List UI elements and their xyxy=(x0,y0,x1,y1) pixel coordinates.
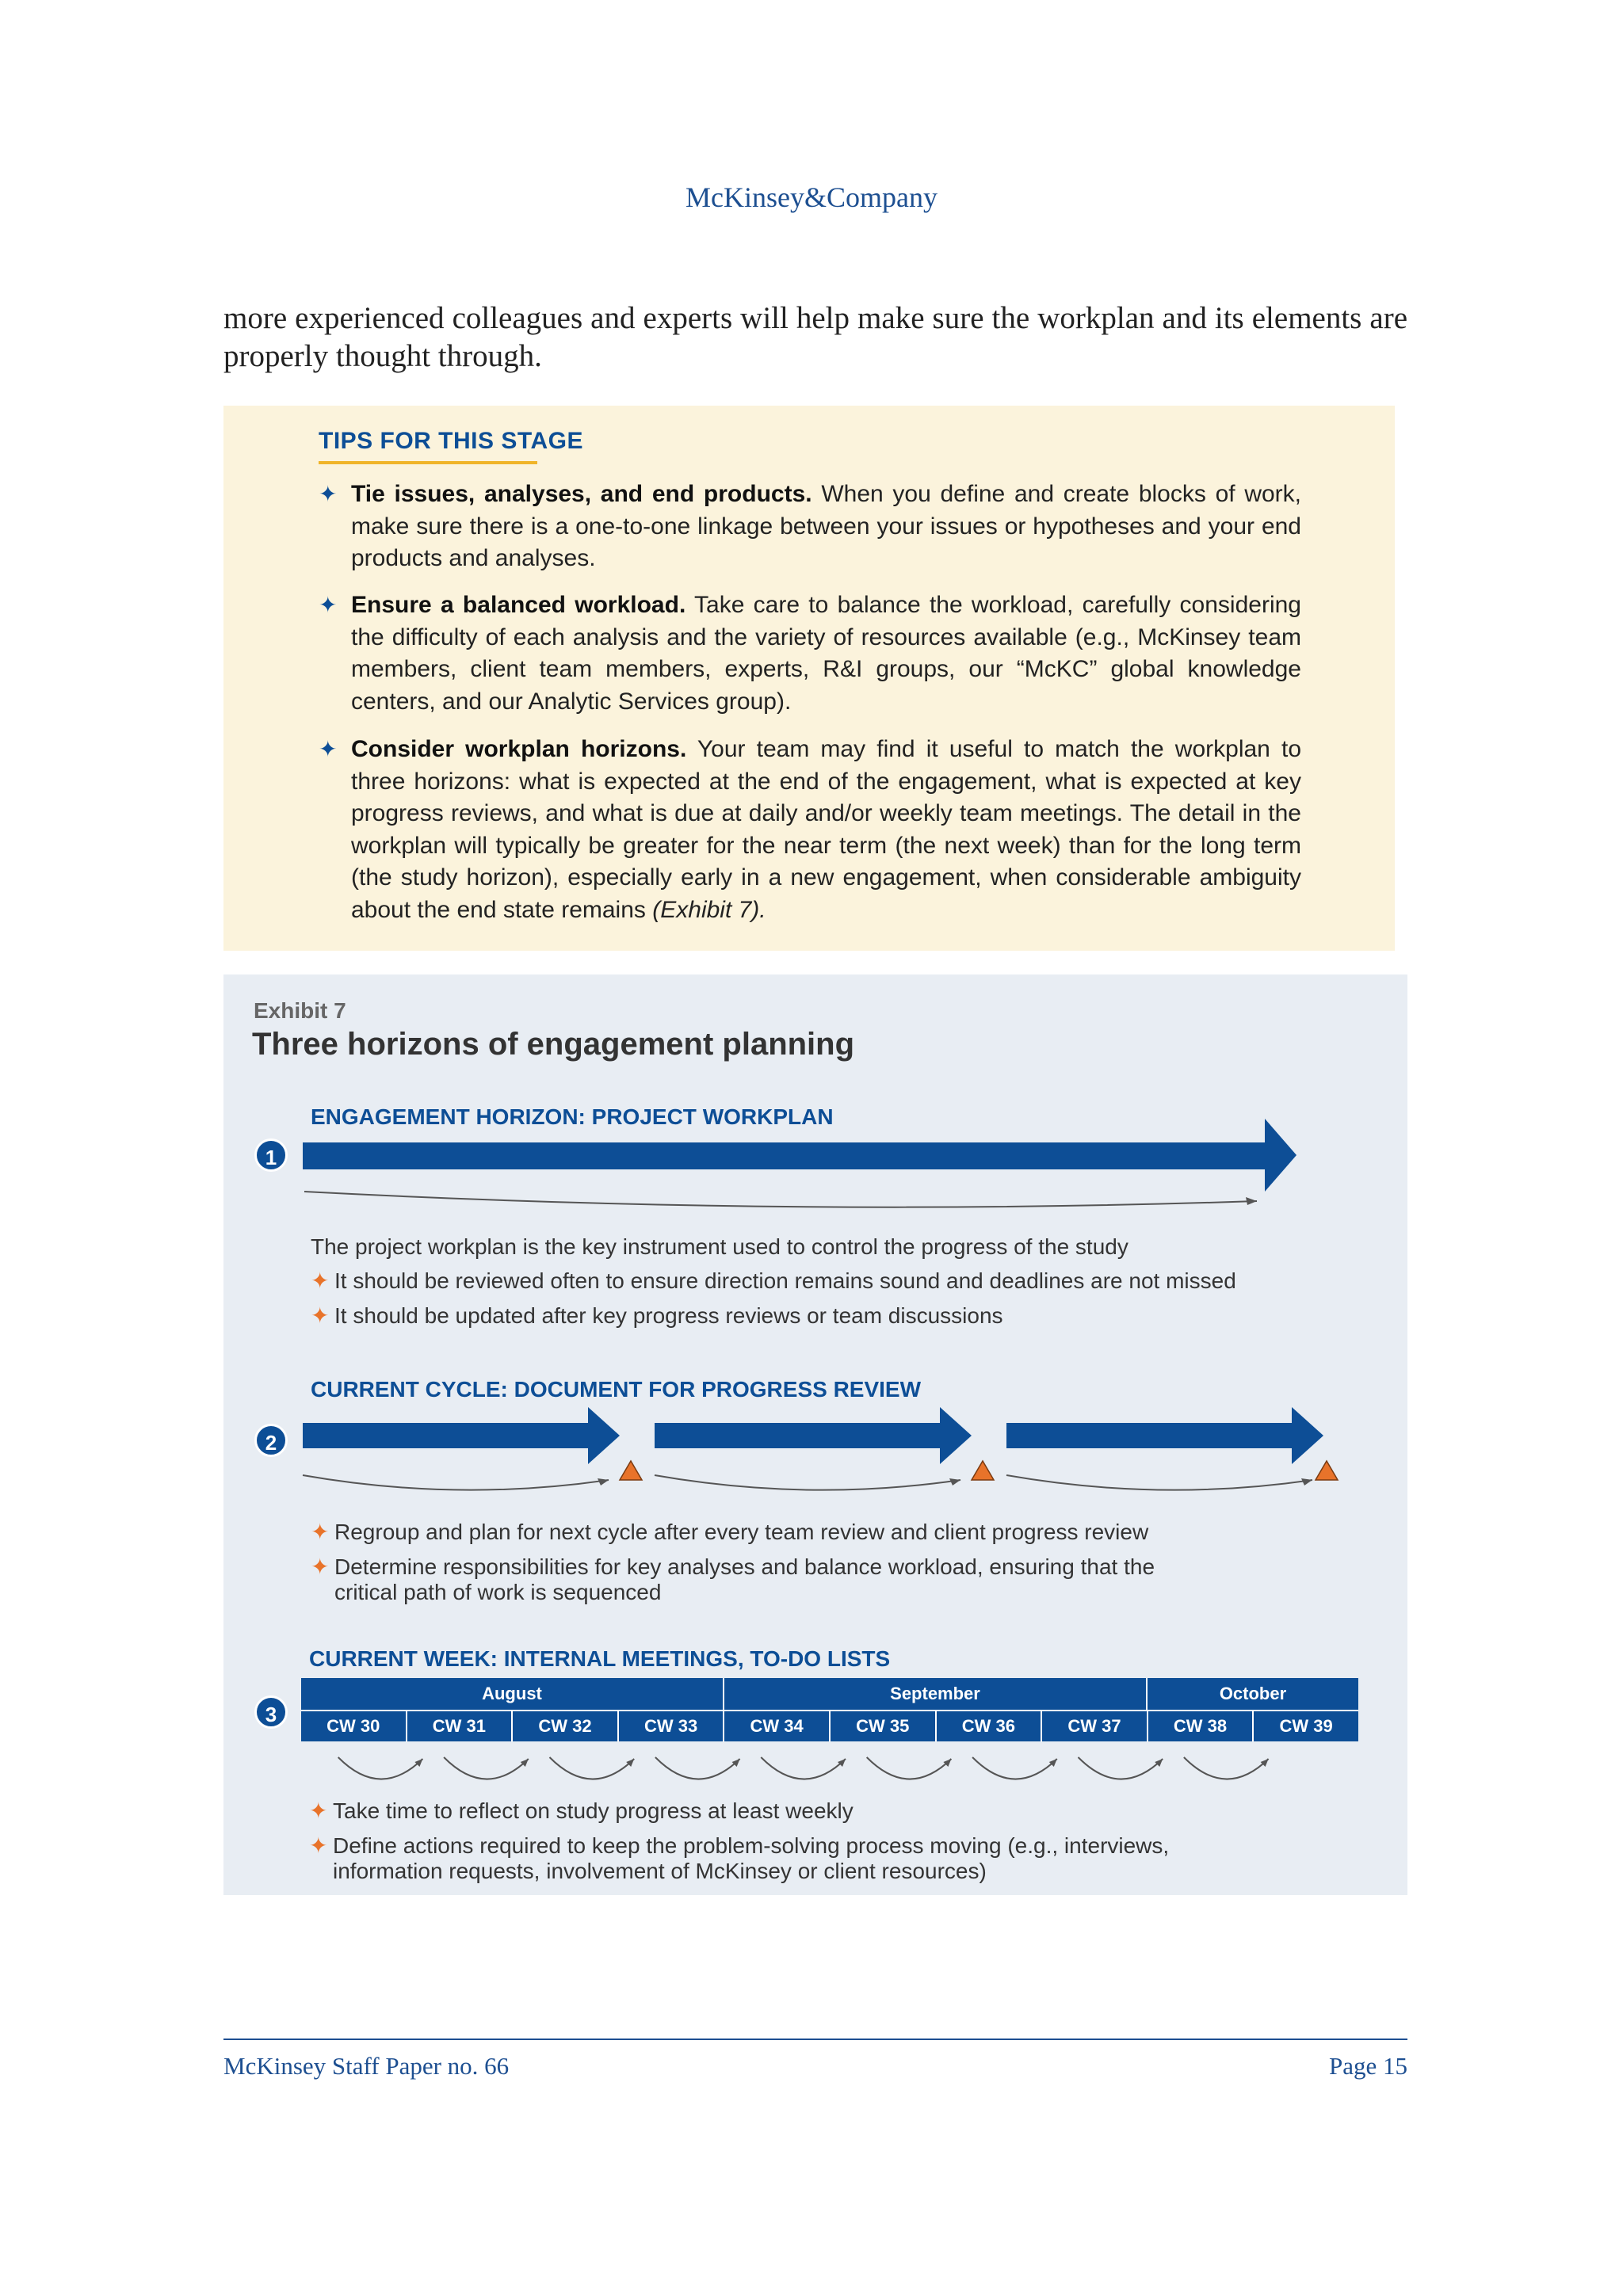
section-2-title: CURRENT CYCLE: DOCUMENT FOR PROGRESS REVIEW xyxy=(311,1377,922,1402)
cycle-arrow-1 xyxy=(303,1407,620,1464)
week-timeline xyxy=(301,1678,1358,1741)
tip-heading: Tie issues, analyses, and end products. xyxy=(351,481,812,507)
week-cell: CW 32 xyxy=(513,1711,619,1741)
section-3-bullet: ✦ Take time to reflect on study progress at least weekly xyxy=(309,1798,854,1823)
engagement-arrow xyxy=(303,1119,1296,1192)
timeline-months-row xyxy=(301,1678,1358,1710)
tips-title: TIPS FOR THIS STAGE xyxy=(319,428,583,454)
star-bullet-icon: ✦ xyxy=(319,737,338,761)
horizon-curve xyxy=(304,1192,1257,1207)
tip-heading: Consider workplan horizons. xyxy=(351,736,687,762)
section-2-bullet: ✦ Determine responsibilities for key analyses and balance workload, ensuring that the critical path of work is sequenced xyxy=(311,1554,1155,1604)
week-cell: CW 37 xyxy=(1042,1711,1148,1741)
exhibit-title: Three horizons of engagement planning xyxy=(252,1027,855,1062)
cycle-curve xyxy=(655,1475,960,1490)
week-cell: CW 30 xyxy=(301,1711,407,1741)
week-cell: CW 35 xyxy=(831,1711,937,1741)
cycle-curve xyxy=(303,1475,609,1490)
tip-item xyxy=(319,734,1301,926)
weekly-cycle-curves xyxy=(301,1751,1358,1798)
section-2-bullet: ✦ Regroup and plan for next cycle after every team review and client progress review xyxy=(311,1520,1149,1544)
footer-rule xyxy=(223,2039,1407,2040)
star-bullet-icon: ✦ xyxy=(319,593,338,617)
section-1-title: ENGAGEMENT HORIZON: PROJECT WORKPLAN xyxy=(311,1104,834,1129)
engagement-horizon-diagram xyxy=(298,1112,1312,1215)
section-1-bullet: ✦ It should be updated after key progress reviews or team discussions xyxy=(311,1303,1003,1328)
cycle-diagram xyxy=(298,1401,1352,1504)
orange-star-bullet-icon: ✦ xyxy=(311,1303,330,1328)
month-cell: September xyxy=(724,1678,1148,1710)
tip-heading: Ensure a balanced workload. xyxy=(351,592,686,618)
orange-star-bullet-icon: ✦ xyxy=(311,1554,330,1579)
week-cell: CW 34 xyxy=(724,1711,831,1741)
section-3-bullet: ✦ Define actions required to keep the problem-solving process moving (e.g., interviews, information requests, involvement of McKinsey or client resources) xyxy=(309,1833,1170,1883)
tips-title-underline xyxy=(319,461,537,464)
section-3-title: CURRENT WEEK: INTERNAL MEETINGS, TO-DO LISTS xyxy=(309,1646,891,1671)
section-1-lead-text: The project workplan is the key instrument used to control the progress of the study xyxy=(311,1234,1128,1259)
tip-text: Take care to balance the workload, carefully considering the difficulty of each analysis and the variety of resources available (e.g., McKinsey team members, client team members, experts, R&I groups, our “McKC” global knowledge centers, and our Analytic Services group). xyxy=(351,592,1301,715)
tip-text: When you define and create blocks of work, make sure there is a one-to-one linkage between your issues or hypotheses and your end products and analyses. xyxy=(351,481,1301,571)
milestone-triangle-icon xyxy=(972,1461,994,1480)
week-cell: CW 36 xyxy=(937,1711,1043,1741)
week-curve xyxy=(338,1757,423,1779)
orange-star-bullet-icon: ✦ xyxy=(311,1520,330,1544)
cycle-arrow-2 xyxy=(655,1407,972,1464)
star-bullet-icon: ✦ xyxy=(319,482,338,506)
week-cell: CW 33 xyxy=(619,1711,725,1741)
tip-text: Your team may find it useful to match the workplan to three horizons: what is expected at the end of the engagement, what is expected at key progress reviews, and what is due at daily and/or weekly team meetings. The detail in the workplan will typically be greater for the near term (the next week) than for the long term (the study horizon), especially early in a new engagement, when considerable ambiguity about the end state remains xyxy=(351,736,1302,923)
week-curve xyxy=(655,1757,740,1779)
exhibit-label: Exhibit 7 xyxy=(254,998,346,1023)
cycle-curve xyxy=(1006,1475,1312,1490)
week-cell: CW 38 xyxy=(1148,1711,1254,1741)
month-cell: August xyxy=(301,1678,724,1710)
footer-page-number: Page 15 xyxy=(1328,2052,1407,2080)
timeline-weeks-row xyxy=(301,1710,1358,1741)
orange-star-bullet-icon: ✦ xyxy=(309,1798,328,1823)
orange-star-bullet-icon: ✦ xyxy=(309,1833,328,1858)
week-curve xyxy=(549,1757,634,1779)
tip-item xyxy=(319,589,1301,718)
footer-publication: McKinsey Staff Paper no. 66 xyxy=(223,2052,510,2080)
orange-star-bullet-icon: ✦ xyxy=(311,1268,330,1293)
week-curve xyxy=(444,1757,529,1779)
section-1-number-badge: 1 xyxy=(254,1138,288,1172)
milestone-triangle-icon xyxy=(1316,1461,1338,1480)
company-logo: McKinsey&Company xyxy=(685,181,938,213)
week-cell: CW 31 xyxy=(407,1711,514,1741)
week-curve xyxy=(1078,1757,1163,1779)
week-curve xyxy=(761,1757,846,1779)
section-1-bullet: ✦ It should be reviewed often to ensure direction remains sound and deadlines are not missed xyxy=(311,1268,1236,1293)
section-3-number-badge: 3 xyxy=(254,1695,288,1729)
tip-exhibit-reference: (Exhibit 7). xyxy=(645,896,766,923)
week-curve xyxy=(867,1757,952,1779)
section-2-number-badge: 2 xyxy=(254,1424,288,1457)
tip-item xyxy=(319,479,1301,575)
month-cell: October xyxy=(1148,1678,1358,1710)
cycle-arrow-3 xyxy=(1006,1407,1323,1464)
week-cell: CW 39 xyxy=(1254,1711,1358,1741)
intro-paragraph: more experienced colleagues and experts will help make sure the workplan and its elements are properly thought through. xyxy=(223,301,1407,373)
milestone-triangle-icon xyxy=(620,1461,642,1480)
curve-arrowhead-icon xyxy=(1246,1197,1257,1205)
week-curve xyxy=(1184,1757,1269,1779)
week-curve xyxy=(972,1757,1057,1779)
